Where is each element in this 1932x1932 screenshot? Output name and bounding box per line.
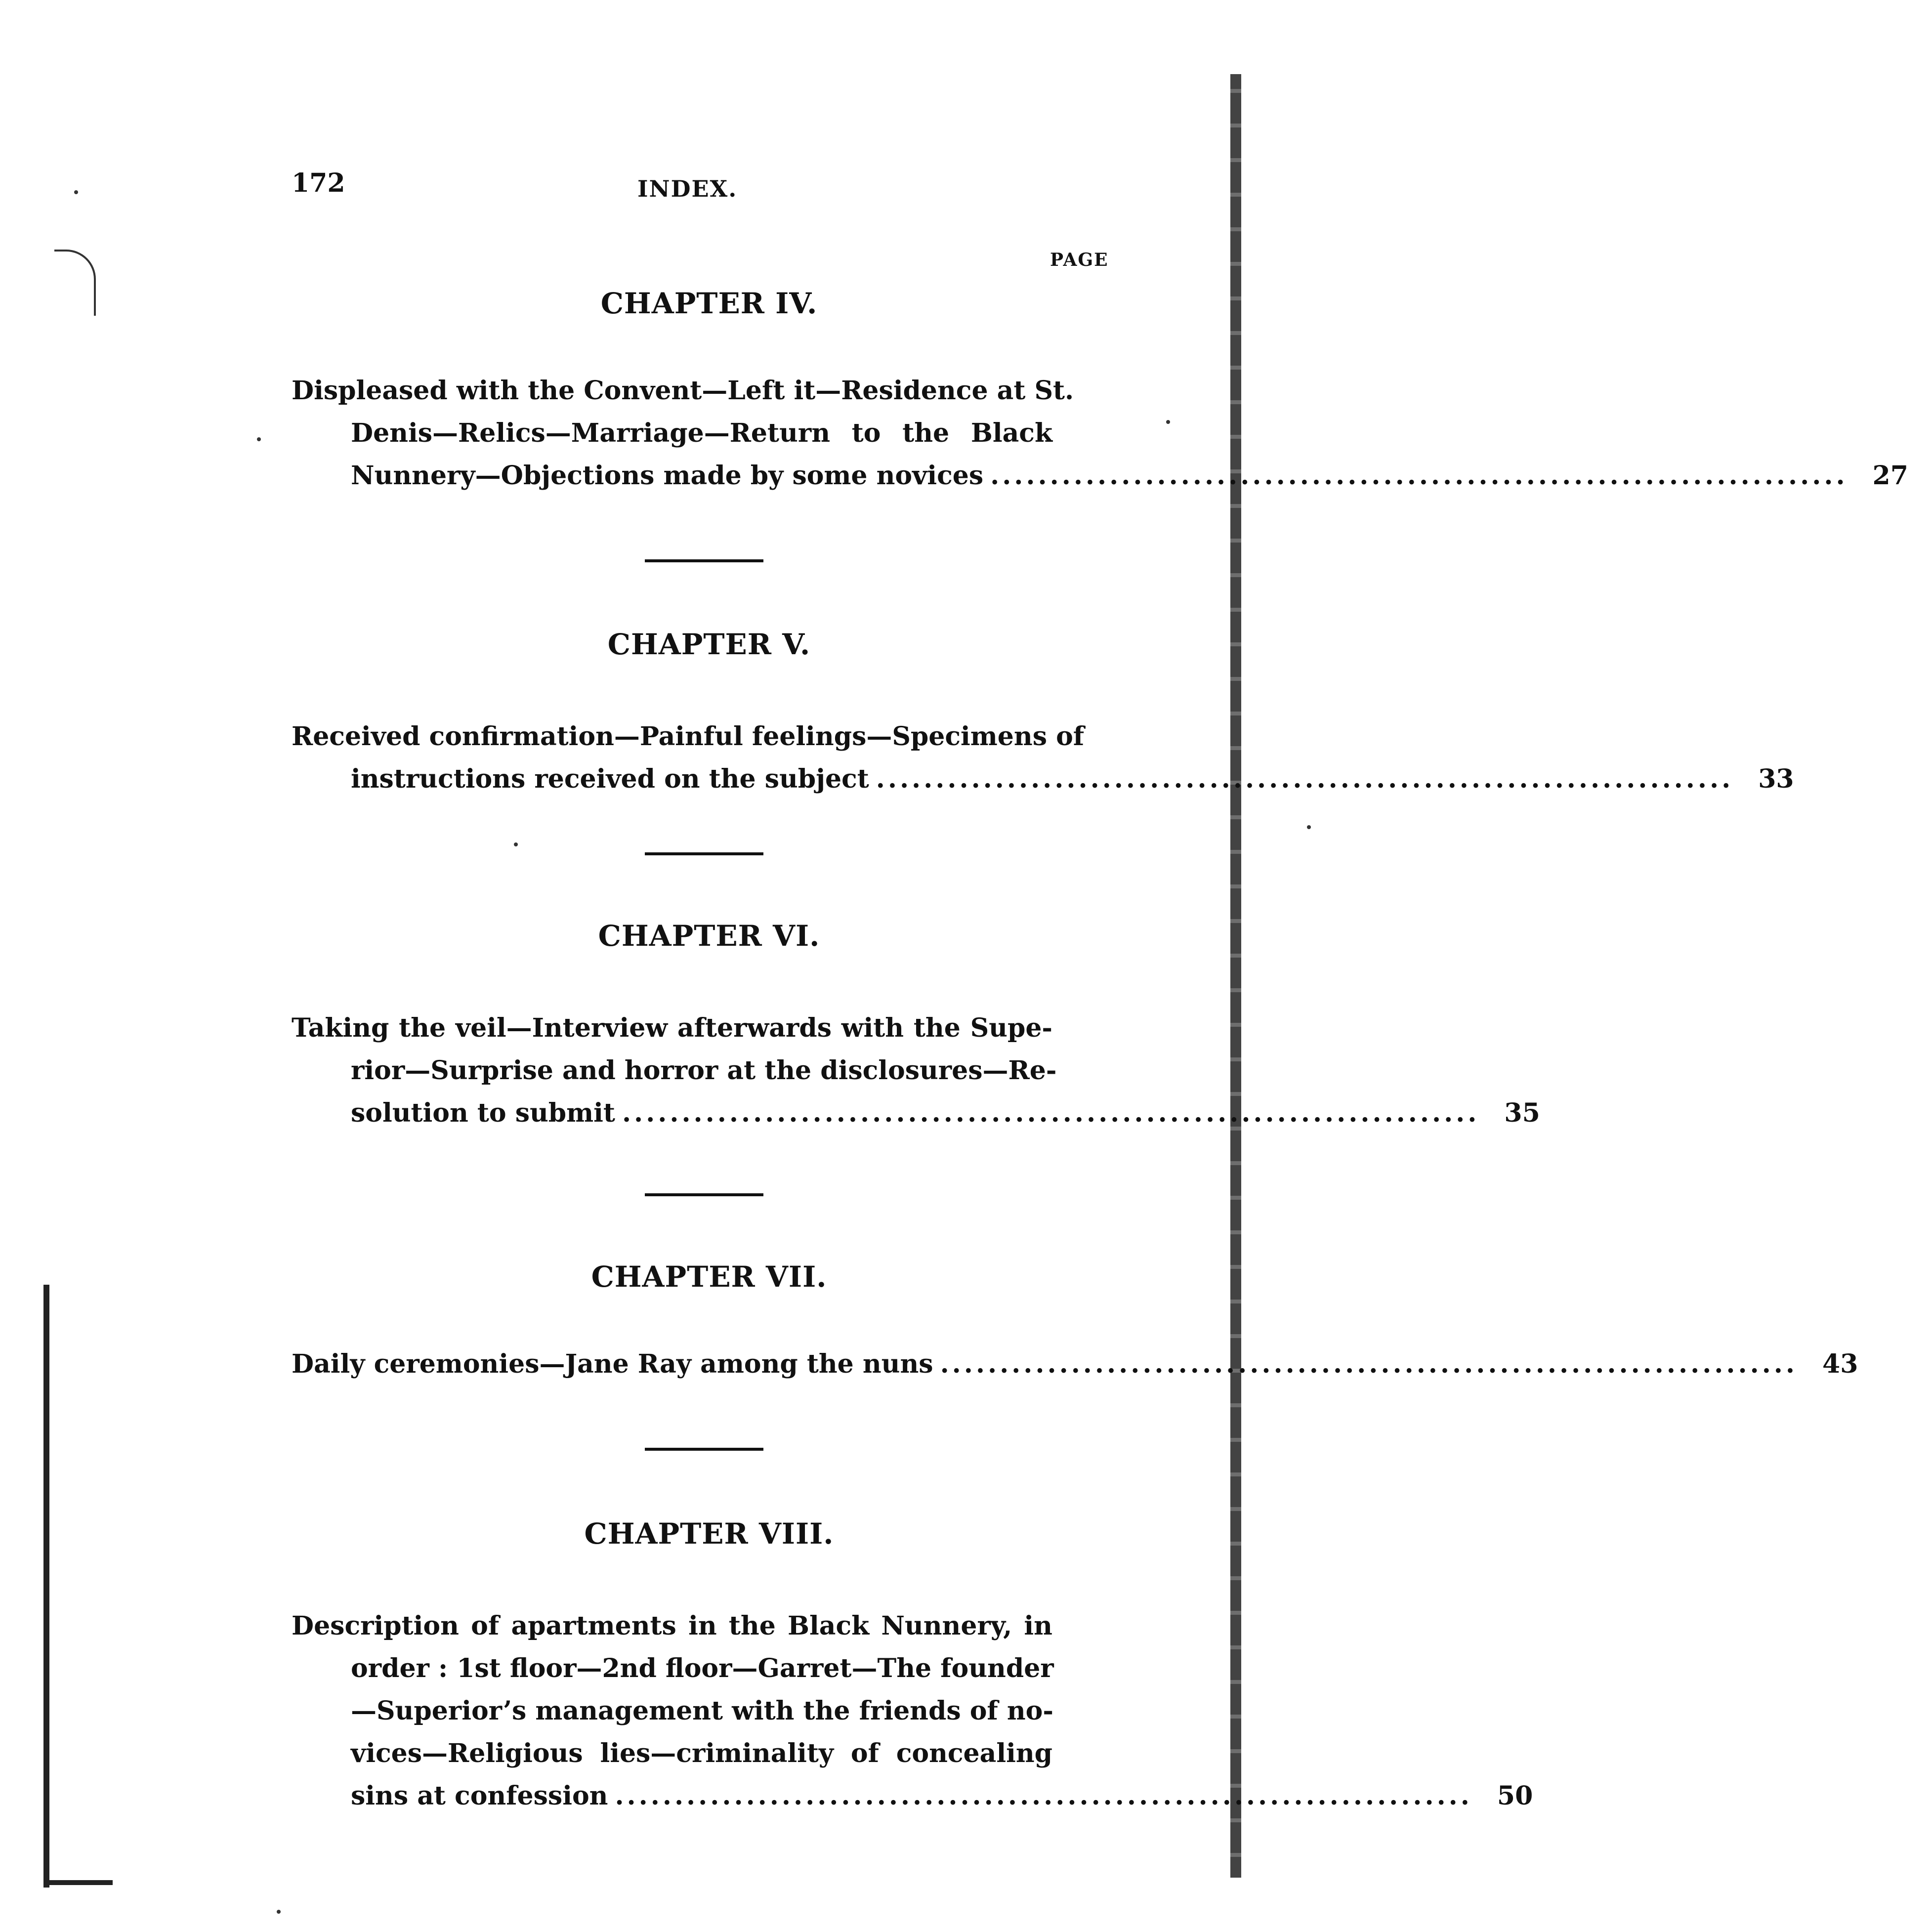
dot-leader: ........................................................................ — [876, 764, 1734, 794]
chapter-heading: CHAPTER V. — [607, 628, 811, 661]
chapter-block — [292, 287, 1908, 497]
entry-line-last — [292, 1775, 1533, 1817]
chapter-heading: CHAPTER VI. — [598, 919, 820, 953]
entry-page-number: 50 — [1497, 1781, 1533, 1811]
chapter-heading: CHAPTER IV. — [600, 287, 818, 320]
entry-line: vices—Religious lies—criminality of concealing — [351, 1738, 1052, 1768]
entry-line: —Superior’s management with the friends of no- — [351, 1696, 1053, 1726]
chapter-block — [292, 1517, 1533, 1817]
dot-leader: ........................................................................ — [990, 461, 1848, 491]
entry-page-number: 43 — [1822, 1349, 1858, 1379]
entry-page-number: 33 — [1758, 764, 1794, 794]
scan-corner-mark — [54, 250, 96, 316]
entry-line-text: Daily ceremonies—Jane Ray among the nuns — [292, 1349, 933, 1379]
entry-line: Displeased with the Convent—Left it—Residence at St. — [292, 376, 1074, 406]
page-number: 172 — [292, 168, 345, 198]
chapter-block — [292, 919, 1540, 1134]
chapter-block — [292, 628, 1794, 800]
scan-edge-left — [43, 1285, 49, 1888]
entry-line-last — [292, 455, 1908, 497]
entry-page-number: 35 — [1504, 1098, 1540, 1128]
entry-line-text: instructions received on the subject — [351, 764, 869, 794]
entry-line-last — [292, 1343, 1858, 1386]
entry-page-number: 27 — [1872, 461, 1908, 491]
scan-speck — [257, 437, 261, 441]
section-rule — [645, 852, 763, 855]
entry-line-last — [292, 1092, 1540, 1134]
scan-speck — [277, 1910, 281, 1914]
scan-speck — [1166, 420, 1170, 424]
entry-line: Denis—Relics—Marriage—Return to the Black — [351, 418, 1052, 448]
entry-line-last — [292, 758, 1794, 800]
entry-line: order : 1st floor—2nd floor—Garret—The founder — [351, 1653, 1054, 1683]
scan-speck — [1307, 825, 1311, 829]
entry-line-text: sins at confession — [351, 1781, 608, 1811]
entry-line: Taking the veil—Interview afterwards with the Supe- — [292, 1013, 1052, 1043]
chapter-heading: CHAPTER VII. — [591, 1260, 827, 1294]
scan-edge-right — [1230, 74, 1241, 1878]
section-rule — [645, 1448, 763, 1451]
scan-speck — [514, 842, 518, 846]
scan-edge-bottom — [43, 1880, 113, 1885]
page-column-label: PAGE — [1050, 250, 1109, 270]
chapter-block — [292, 1260, 1858, 1386]
running-head: INDEX. — [637, 175, 738, 202]
entry-line: Received confirmation—Painful feelings—Specimens of — [292, 721, 1085, 752]
scan-speck — [74, 190, 78, 194]
entry-line-text: Nunnery—Objections made by some novices — [351, 461, 984, 491]
section-rule — [645, 1193, 763, 1196]
contents-entry — [292, 1343, 1858, 1386]
entry-line: rior—Surprise and horror at the disclosures—Re- — [351, 1055, 1057, 1086]
dot-leader: ........................................................................ — [615, 1781, 1472, 1811]
dot-leader: ........................................................................ — [940, 1349, 1798, 1379]
entry-line-text: solution to submit — [351, 1098, 615, 1128]
section-rule — [645, 559, 763, 562]
contents-entry — [292, 1605, 1533, 1817]
chapter-heading: CHAPTER VIII. — [584, 1517, 834, 1551]
dot-leader: ........................................................................ — [622, 1098, 1480, 1128]
contents-entry — [292, 1007, 1540, 1134]
entry-line: Description of apartments in the Black Nunnery, in — [292, 1611, 1052, 1641]
contents-entry — [292, 370, 1908, 497]
contents-entry — [292, 715, 1794, 800]
